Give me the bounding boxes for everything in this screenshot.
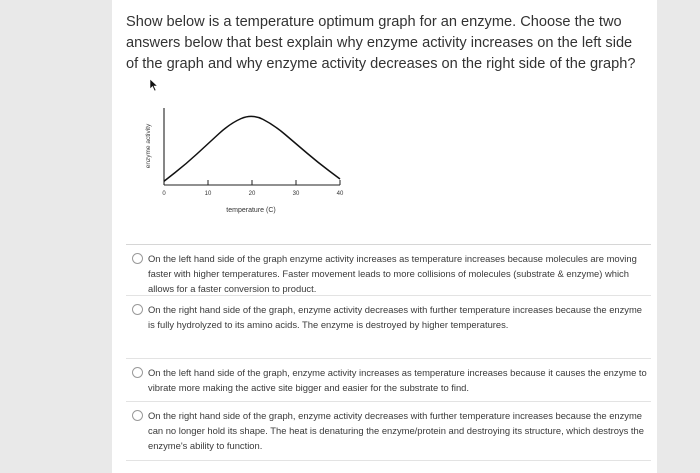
enzyme-activity-chart: [134, 102, 364, 222]
x-tick-label: 40: [336, 191, 344, 197]
x-tick-label: 30: [292, 191, 300, 197]
answer-option-3[interactable]: [126, 358, 651, 401]
answer-option-text: On the left hand side of the graph enzyme activity increases as temperature increases because molecules are moving faster with higher temperatures. Faster movement leads to more collisions of molecules (substrate & enzyme) which allows for a faster conversion to product.: [148, 253, 637, 294]
question-text: Show below is a temperature optimum graph for an enzyme. Choose the two answers below that best explain why enzyme activity increases on the left side of the graph and why enzyme activity decreases on the right side of the graph?: [126, 14, 636, 72]
answer-option-1[interactable]: [126, 244, 651, 295]
answer-option-text: On the right hand side of the graph, enzyme activity decreases with further temperature increases because the enzyme is fully hydrolyzed to its amino acids. The enzyme is destroyed by higher temperatures.: [148, 304, 643, 330]
x-tick-label: 0: [162, 191, 166, 197]
answer-option-4[interactable]: [126, 401, 651, 461]
answer-option-text: On the right hand side of the graph, enzyme activity decreases with further temperature increases because the enzyme can no longer hold its shape. The heat is denaturing the enzyme/protein and destroying its structure, which destroys the enzyme's ability to function.: [148, 410, 644, 451]
radio-button[interactable]: [132, 367, 143, 378]
radio-button[interactable]: [132, 304, 143, 315]
radio-button[interactable]: [132, 410, 143, 421]
question-card: [112, 0, 657, 473]
activity-curve: [164, 116, 340, 181]
y-axis-label: enzyme activity: [145, 123, 152, 169]
x-axis-label: temperature (C): [226, 207, 276, 214]
mouse-cursor-icon: [149, 78, 159, 92]
answer-option-text: On the left hand side of the graph, enzyme activity increases as temperature increases because it causes the enzyme to vibrate more making the active site bigger and easier for the substrate to find.: [148, 367, 647, 393]
answer-options: [126, 244, 651, 461]
x-tick-label: 20: [248, 191, 256, 197]
radio-button[interactable]: [132, 253, 143, 264]
x-tick-label: 10: [204, 191, 212, 197]
answer-option-2[interactable]: [126, 295, 651, 358]
